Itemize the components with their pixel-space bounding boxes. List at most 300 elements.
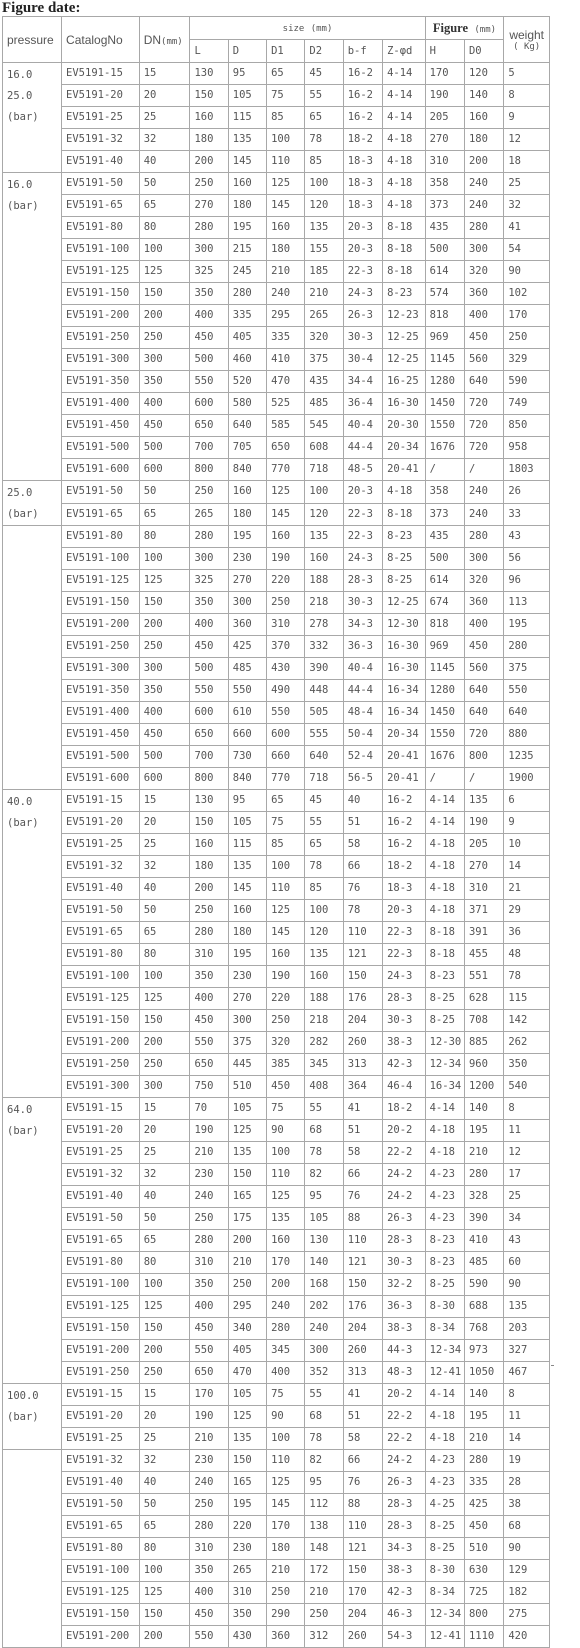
value-cell: 4-14 bbox=[425, 812, 464, 834]
value-cell: / bbox=[425, 459, 464, 481]
value-cell: 265 bbox=[305, 305, 343, 327]
value-cell: 320 bbox=[305, 327, 343, 349]
value-cell: 325 bbox=[190, 570, 228, 592]
value-cell: 300 bbox=[228, 1010, 266, 1032]
value-cell: 55 bbox=[305, 1384, 343, 1406]
value-cell: 720 bbox=[464, 415, 503, 437]
value-cell: 250 bbox=[228, 1274, 266, 1296]
value-cell: 170 bbox=[190, 1384, 228, 1406]
table-row bbox=[3, 966, 550, 988]
value-cell: 44-3 bbox=[383, 1340, 426, 1362]
catalog-cell: EV5191-125 bbox=[62, 570, 140, 592]
value-cell: 210 bbox=[464, 1142, 503, 1164]
value-cell: 204 bbox=[343, 1318, 382, 1340]
pressure-line: (bar) bbox=[7, 200, 39, 212]
value-cell: 66 bbox=[343, 1450, 382, 1472]
value-cell: 18-2 bbox=[343, 129, 382, 151]
value-cell: 8 bbox=[504, 1384, 550, 1406]
value-cell: 250 bbox=[190, 173, 228, 195]
value-cell: 215 bbox=[228, 239, 266, 261]
header-l: L bbox=[190, 40, 228, 63]
value-cell: 4-18 bbox=[425, 834, 464, 856]
value-cell: 550 bbox=[190, 1032, 228, 1054]
value-cell: 148 bbox=[305, 1538, 343, 1560]
value-cell: 135 bbox=[305, 526, 343, 548]
value-cell: 112 bbox=[305, 1494, 343, 1516]
table-row bbox=[3, 1076, 550, 1098]
value-cell: 20-41 bbox=[383, 746, 426, 768]
value-cell: 160 bbox=[228, 481, 266, 504]
value-cell: 41 bbox=[504, 217, 550, 239]
pressure-cell bbox=[3, 1384, 62, 1450]
value-cell: 770 bbox=[267, 768, 305, 790]
table-row bbox=[3, 1296, 550, 1318]
value-cell: 25 bbox=[504, 173, 550, 195]
value-cell: 310 bbox=[464, 878, 503, 900]
value-cell: 190 bbox=[267, 966, 305, 988]
value-cell: 230 bbox=[190, 1450, 228, 1472]
value-cell: 54-3 bbox=[383, 1626, 426, 1648]
value-cell: 40 bbox=[139, 151, 190, 173]
header-size bbox=[190, 17, 425, 40]
value-cell: 250 bbox=[139, 1362, 190, 1384]
value-cell: 8-18 bbox=[383, 239, 426, 261]
value-cell: 125 bbox=[139, 570, 190, 592]
value-cell: 28 bbox=[504, 1472, 550, 1494]
value-cell: 36-3 bbox=[343, 636, 382, 658]
value-cell: 18-2 bbox=[383, 856, 426, 878]
value-cell: 500 bbox=[425, 239, 464, 261]
value-cell: 40 bbox=[343, 790, 382, 812]
catalog-cell: EV5191-300 bbox=[62, 349, 140, 371]
value-cell: 600 bbox=[139, 459, 190, 481]
value-cell: 405 bbox=[228, 327, 266, 349]
value-cell: 8 bbox=[504, 1098, 550, 1120]
table-row bbox=[3, 1428, 550, 1450]
value-cell: 310 bbox=[190, 1252, 228, 1274]
value-cell: 30-3 bbox=[383, 1252, 426, 1274]
table-row bbox=[3, 812, 550, 834]
catalog-cell: EV5191-65 bbox=[62, 195, 140, 217]
value-cell: 150 bbox=[190, 812, 228, 834]
value-cell: 110 bbox=[267, 151, 305, 173]
value-cell: 960 bbox=[464, 1054, 503, 1076]
pressure-line: 16.0 bbox=[7, 69, 33, 81]
catalog-cell: EV5191-100 bbox=[62, 239, 140, 261]
value-cell: 700 bbox=[190, 746, 228, 768]
catalog-cell: EV5191-20 bbox=[62, 1120, 140, 1142]
value-cell: 674 bbox=[425, 592, 464, 614]
value-cell: 32 bbox=[504, 195, 550, 217]
value-cell: 4-14 bbox=[425, 790, 464, 812]
value-cell: 78 bbox=[305, 1142, 343, 1164]
value-cell: 270 bbox=[228, 988, 266, 1010]
catalog-cell: EV5191-250 bbox=[62, 1054, 140, 1076]
value-cell: 425 bbox=[228, 636, 266, 658]
catalog-cell: EV5191-350 bbox=[62, 371, 140, 393]
value-cell: 150 bbox=[139, 592, 190, 614]
value-cell: 20-3 bbox=[343, 217, 382, 239]
value-cell: 500 bbox=[139, 746, 190, 768]
value-cell: 688 bbox=[464, 1296, 503, 1318]
value-cell: 96 bbox=[504, 570, 550, 592]
value-cell: 400 bbox=[139, 393, 190, 415]
table-row bbox=[3, 283, 550, 305]
value-cell: 8-25 bbox=[425, 1538, 464, 1560]
value-cell: 450 bbox=[190, 1010, 228, 1032]
catalog-cell: EV5191-400 bbox=[62, 393, 140, 415]
value-cell: 130 bbox=[305, 1230, 343, 1252]
table-row bbox=[3, 944, 550, 966]
value-cell: 20-30 bbox=[383, 415, 426, 437]
header-weight-label: weight bbox=[509, 27, 545, 42]
value-cell: 4-23 bbox=[425, 1164, 464, 1186]
value-cell: 8-25 bbox=[425, 988, 464, 1010]
value-cell: 4-14 bbox=[383, 63, 426, 85]
value-cell: 22-2 bbox=[383, 1428, 426, 1450]
value-cell: 120 bbox=[305, 503, 343, 526]
value-cell: 65 bbox=[139, 922, 190, 944]
value-cell: 135 bbox=[228, 1142, 266, 1164]
value-cell: 240 bbox=[464, 173, 503, 195]
value-cell: 180 bbox=[190, 856, 228, 878]
value-cell: 24-3 bbox=[343, 283, 382, 305]
value-cell: 65 bbox=[267, 790, 305, 812]
value-cell: 190 bbox=[190, 1406, 228, 1428]
value-cell: 470 bbox=[228, 1362, 266, 1384]
value-cell: 16-2 bbox=[343, 107, 382, 129]
value-cell: 182 bbox=[504, 1582, 550, 1604]
value-cell: 210 bbox=[305, 1582, 343, 1604]
value-cell: 100 bbox=[139, 1274, 190, 1296]
value-cell: 24-2 bbox=[383, 1450, 426, 1472]
value-cell: 170 bbox=[267, 1252, 305, 1274]
value-cell: 430 bbox=[267, 658, 305, 680]
value-cell: 78 bbox=[305, 856, 343, 878]
value-cell: 17 bbox=[504, 1164, 550, 1186]
value-cell: 56 bbox=[504, 548, 550, 570]
catalog-cell: EV5191-125 bbox=[62, 988, 140, 1010]
value-cell: 6 bbox=[504, 790, 550, 812]
table-row bbox=[3, 1252, 550, 1274]
pressure-line: 25.0 bbox=[7, 487, 33, 499]
value-cell: 195 bbox=[228, 1494, 266, 1516]
value-cell: 45 bbox=[305, 790, 343, 812]
value-cell: 500 bbox=[425, 548, 464, 570]
value-cell: 75 bbox=[267, 85, 305, 107]
value-cell: 26 bbox=[504, 481, 550, 504]
value-cell: 8-23 bbox=[383, 526, 426, 548]
value-cell: 22-3 bbox=[343, 503, 382, 526]
value-cell: 4-23 bbox=[425, 1208, 464, 1230]
value-cell: 460 bbox=[228, 349, 266, 371]
value-cell: 150 bbox=[228, 1164, 266, 1186]
value-cell: 20 bbox=[139, 1120, 190, 1142]
value-cell: 390 bbox=[305, 658, 343, 680]
value-cell: 4-14 bbox=[425, 1098, 464, 1120]
catalog-cell: EV5191-500 bbox=[62, 746, 140, 768]
value-cell: 40-4 bbox=[343, 415, 382, 437]
value-cell: 220 bbox=[267, 988, 305, 1010]
value-cell: 352 bbox=[305, 1362, 343, 1384]
value-cell: 485 bbox=[464, 1252, 503, 1274]
value-cell: 200 bbox=[190, 151, 228, 173]
value-cell: 218 bbox=[305, 1010, 343, 1032]
pressure-line: (bar) bbox=[7, 1125, 39, 1137]
value-cell: 435 bbox=[305, 371, 343, 393]
value-cell: 14 bbox=[504, 1428, 550, 1450]
value-cell: 33 bbox=[504, 503, 550, 526]
value-cell: 400 bbox=[190, 1296, 228, 1318]
value-cell: 300 bbox=[190, 548, 228, 570]
value-cell: 250 bbox=[267, 1010, 305, 1032]
value-cell: 38-3 bbox=[383, 1318, 426, 1340]
value-cell: 9 bbox=[504, 107, 550, 129]
value-cell: 485 bbox=[228, 658, 266, 680]
table-row bbox=[3, 173, 550, 195]
catalog-cell: EV5191-450 bbox=[62, 415, 140, 437]
value-cell: 34 bbox=[504, 1208, 550, 1230]
value-cell: 88 bbox=[343, 1208, 382, 1230]
value-cell: 280 bbox=[464, 526, 503, 548]
value-cell: 270 bbox=[190, 195, 228, 217]
value-cell: 20 bbox=[139, 1406, 190, 1428]
value-cell: 125 bbox=[267, 1186, 305, 1208]
value-cell: 205 bbox=[464, 834, 503, 856]
catalog-cell: EV5191-50 bbox=[62, 900, 140, 922]
catalog-cell: EV5191-150 bbox=[62, 1010, 140, 1032]
value-cell: 8-18 bbox=[383, 503, 426, 526]
value-cell: 55 bbox=[305, 1098, 343, 1120]
value-cell: 300 bbox=[190, 239, 228, 261]
value-cell: 8-23 bbox=[425, 966, 464, 988]
value-cell: 295 bbox=[228, 1296, 266, 1318]
value-cell: 58 bbox=[343, 1142, 382, 1164]
catalog-cell: EV5191-200 bbox=[62, 305, 140, 327]
value-cell: 95 bbox=[228, 63, 266, 85]
value-cell: 12-34 bbox=[425, 1604, 464, 1626]
value-cell: 41 bbox=[343, 1098, 382, 1120]
table-row bbox=[3, 1560, 550, 1582]
value-cell: 4-18 bbox=[425, 1428, 464, 1450]
value-cell: 125 bbox=[139, 1582, 190, 1604]
value-cell: 350 bbox=[190, 966, 228, 988]
value-cell: 16-34 bbox=[425, 1076, 464, 1098]
value-cell: 1676 bbox=[425, 746, 464, 768]
value-cell: 350 bbox=[139, 680, 190, 702]
value-cell: 200 bbox=[139, 1032, 190, 1054]
value-cell: 240 bbox=[305, 1318, 343, 1340]
value-cell: 240 bbox=[464, 481, 503, 504]
value-cell: 8-25 bbox=[383, 570, 426, 592]
value-cell: 4-23 bbox=[425, 1450, 464, 1472]
value-cell: 4-23 bbox=[425, 1186, 464, 1208]
value-cell: 335 bbox=[464, 1472, 503, 1494]
header-size-label: size bbox=[282, 24, 305, 34]
value-cell: 195 bbox=[504, 614, 550, 636]
catalog-cell: EV5191-200 bbox=[62, 614, 140, 636]
header-d: D bbox=[228, 40, 266, 63]
value-cell: 30-3 bbox=[343, 592, 382, 614]
catalog-cell: EV5191-40 bbox=[62, 1186, 140, 1208]
value-cell: 180 bbox=[228, 195, 266, 217]
catalog-cell: EV5191-80 bbox=[62, 1538, 140, 1560]
catalog-cell: EV5191-100 bbox=[62, 548, 140, 570]
catalog-cell: EV5191-15 bbox=[62, 1384, 140, 1406]
value-cell: 270 bbox=[228, 570, 266, 592]
value-cell: 115 bbox=[228, 107, 266, 129]
value-cell: 88 bbox=[343, 1494, 382, 1516]
value-cell: 44-4 bbox=[343, 437, 382, 459]
pressure-line: 16.0 bbox=[7, 179, 33, 191]
value-cell: 360 bbox=[464, 592, 503, 614]
value-cell: 26-3 bbox=[383, 1472, 426, 1494]
value-cell: 545 bbox=[305, 415, 343, 437]
value-cell: 12-34 bbox=[425, 1054, 464, 1076]
catalog-cell: EV5191-300 bbox=[62, 658, 140, 680]
value-cell: 100 bbox=[267, 1142, 305, 1164]
value-cell: 95 bbox=[228, 790, 266, 812]
value-cell: 135 bbox=[228, 856, 266, 878]
value-cell: 448 bbox=[305, 680, 343, 702]
value-cell: 8-25 bbox=[383, 548, 426, 570]
value-cell: 100 bbox=[305, 173, 343, 195]
value-cell: 520 bbox=[228, 371, 266, 393]
value-cell: 749 bbox=[504, 393, 550, 415]
value-cell: 200 bbox=[139, 1626, 190, 1648]
value-cell: 160 bbox=[267, 944, 305, 966]
value-cell: 125 bbox=[267, 1472, 305, 1494]
value-cell: 160 bbox=[267, 1230, 305, 1252]
value-cell: 175 bbox=[228, 1208, 266, 1230]
value-cell: 320 bbox=[267, 1032, 305, 1054]
value-cell: 25 bbox=[504, 1186, 550, 1208]
catalog-cell: EV5191-400 bbox=[62, 702, 140, 724]
value-cell: 188 bbox=[305, 988, 343, 1010]
value-cell: 360 bbox=[228, 614, 266, 636]
value-cell: 65 bbox=[139, 195, 190, 217]
catalog-cell: EV5191-200 bbox=[62, 1340, 140, 1362]
value-cell: 32 bbox=[139, 1164, 190, 1186]
value-cell: 551 bbox=[464, 966, 503, 988]
value-cell: 310 bbox=[228, 1582, 266, 1604]
value-cell: 42-3 bbox=[383, 1582, 426, 1604]
value-cell: 500 bbox=[190, 658, 228, 680]
value-cell: 332 bbox=[305, 636, 343, 658]
value-cell: 135 bbox=[305, 944, 343, 966]
value-cell: 373 bbox=[425, 195, 464, 217]
value-cell: 54 bbox=[504, 239, 550, 261]
value-cell: 650 bbox=[190, 1362, 228, 1384]
value-cell: 51 bbox=[343, 812, 382, 834]
value-cell: 78 bbox=[504, 966, 550, 988]
value-cell: 46-4 bbox=[383, 1076, 426, 1098]
value-cell: 278 bbox=[305, 614, 343, 636]
catalog-cell: EV5191-80 bbox=[62, 526, 140, 548]
value-cell: 375 bbox=[504, 658, 550, 680]
value-cell: 250 bbox=[139, 1054, 190, 1076]
value-cell: 121 bbox=[343, 944, 382, 966]
value-cell: 170 bbox=[267, 1516, 305, 1538]
value-cell: 230 bbox=[228, 548, 266, 570]
value-cell: 391 bbox=[464, 922, 503, 944]
catalog-cell: EV5191-65 bbox=[62, 1516, 140, 1538]
value-cell: 445 bbox=[228, 1054, 266, 1076]
value-cell: 705 bbox=[228, 437, 266, 459]
value-cell: 24-3 bbox=[383, 966, 426, 988]
value-cell: 600 bbox=[267, 724, 305, 746]
value-cell: 55 bbox=[305, 85, 343, 107]
value-cell: 250 bbox=[190, 900, 228, 922]
value-cell: 22-3 bbox=[343, 261, 382, 283]
value-cell: 560 bbox=[464, 349, 503, 371]
value-cell: 210 bbox=[228, 1252, 266, 1274]
value-cell: 76 bbox=[343, 1472, 382, 1494]
value-cell: 135 bbox=[267, 1208, 305, 1230]
pressure-line: (bar) bbox=[7, 1411, 39, 1423]
table-row bbox=[3, 503, 550, 526]
value-cell: 18-3 bbox=[343, 173, 382, 195]
value-cell: 300 bbox=[139, 349, 190, 371]
value-cell: 120 bbox=[464, 63, 503, 85]
value-cell: 28-3 bbox=[383, 1230, 426, 1252]
value-cell: 390 bbox=[464, 1208, 503, 1230]
value-cell: 58 bbox=[343, 834, 382, 856]
value-cell: 204 bbox=[343, 1010, 382, 1032]
value-cell: 20-41 bbox=[383, 768, 426, 790]
value-cell: 650 bbox=[190, 1054, 228, 1076]
table-row bbox=[3, 371, 550, 393]
table-row bbox=[3, 85, 550, 107]
pressure-line: 25.0 bbox=[7, 90, 33, 102]
value-cell: 195 bbox=[228, 526, 266, 548]
value-cell: 730 bbox=[228, 746, 266, 768]
value-cell: 510 bbox=[464, 1538, 503, 1560]
value-cell: 430 bbox=[228, 1626, 266, 1648]
value-cell: 250 bbox=[267, 1582, 305, 1604]
value-cell: 450 bbox=[464, 636, 503, 658]
catalog-cell: EV5191-200 bbox=[62, 1626, 140, 1648]
value-cell: 328 bbox=[464, 1186, 503, 1208]
header-d0: D0 bbox=[464, 40, 503, 63]
value-cell: 32 bbox=[139, 1450, 190, 1472]
value-cell: 195 bbox=[464, 1406, 503, 1428]
value-cell: 1550 bbox=[425, 415, 464, 437]
value-cell: 34-4 bbox=[343, 371, 382, 393]
value-cell: 24-3 bbox=[343, 548, 382, 570]
catalog-cell: EV5191-50 bbox=[62, 1494, 140, 1516]
catalog-cell: EV5191-100 bbox=[62, 966, 140, 988]
value-cell: 150 bbox=[343, 966, 382, 988]
value-cell: 660 bbox=[267, 746, 305, 768]
value-cell: 20-2 bbox=[383, 1384, 426, 1406]
table-row bbox=[3, 878, 550, 900]
value-cell: 270 bbox=[425, 129, 464, 151]
value-cell: 550 bbox=[190, 680, 228, 702]
table-row bbox=[3, 614, 550, 636]
value-cell: 608 bbox=[305, 437, 343, 459]
value-cell: 335 bbox=[228, 305, 266, 327]
value-cell: 60 bbox=[504, 1252, 550, 1274]
value-cell: 467 bbox=[504, 1362, 550, 1384]
value-cell: 505 bbox=[305, 702, 343, 724]
value-cell: 18-3 bbox=[343, 195, 382, 217]
value-cell: 240 bbox=[267, 1296, 305, 1318]
catalog-cell: EV5191-150 bbox=[62, 1604, 140, 1626]
value-cell: 180 bbox=[464, 129, 503, 151]
value-cell: 100 bbox=[267, 1428, 305, 1450]
value-cell: 4-18 bbox=[425, 900, 464, 922]
